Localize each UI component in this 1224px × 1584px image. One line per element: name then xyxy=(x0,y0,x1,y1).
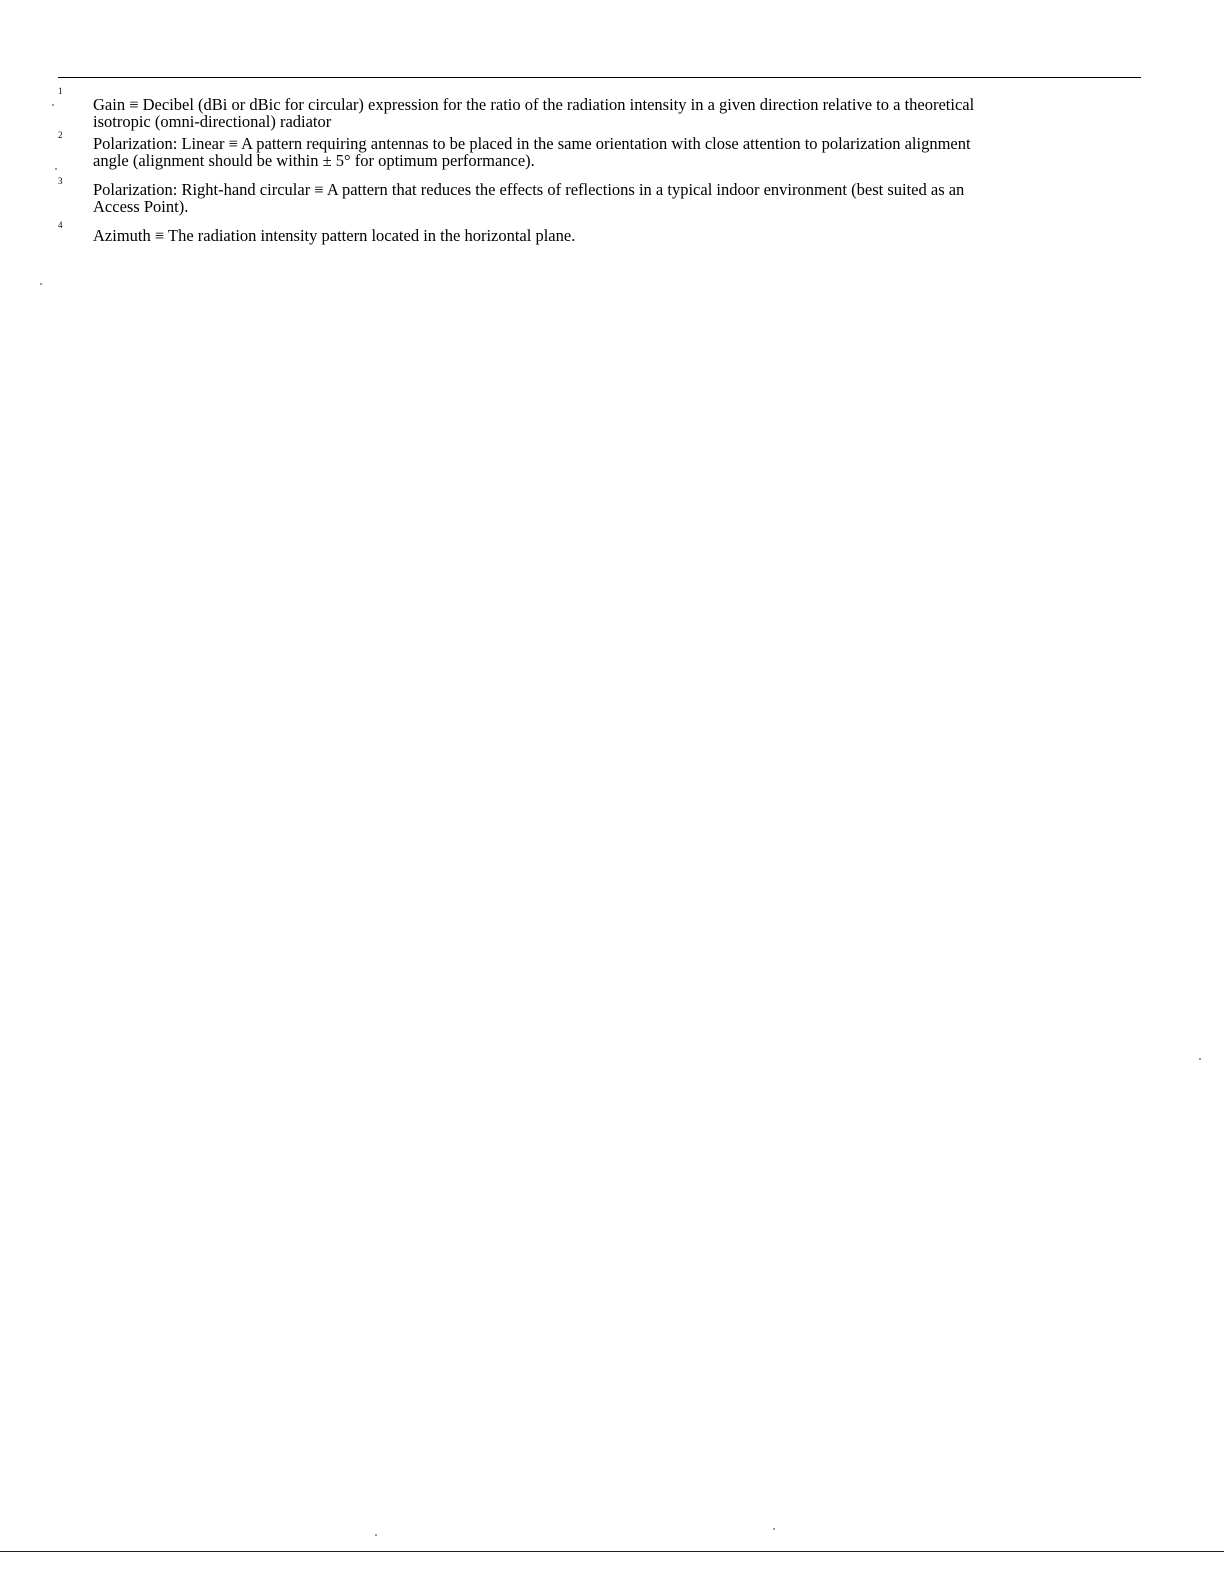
scan-speck xyxy=(40,283,42,285)
scan-speck xyxy=(55,168,57,170)
scan-speck xyxy=(52,104,54,106)
scan-speck xyxy=(375,1534,377,1536)
footnote-text: Polarization: Linear ≡ A pattern requiring antennas to be placed in the same orientation with close attention to polarization alignment angle (alignment should be within ± 5° for optimum performance). xyxy=(93,134,971,170)
footnote-text: Polarization: Right-hand circular ≡ A pattern that reduces the effects of reflections in a typical indoor environment (best suited as an Access Point). xyxy=(93,180,965,216)
footnote-separator-rule xyxy=(58,77,1141,78)
footnote-text: Gain ≡ Decibel (dBi or dBic for circular) expression for the ratio of the radiation intensity in a given direction relative to a theoretical isotropic (omni-directional) radiator xyxy=(93,95,975,131)
footnote-marker: 2 xyxy=(58,130,63,140)
footnote-marker: 1 xyxy=(58,86,63,96)
footnote-marker: 3 xyxy=(58,176,63,186)
scan-speck xyxy=(773,1528,775,1530)
footnote-marker: 4 xyxy=(58,220,63,230)
page-bottom-edge xyxy=(0,1551,1224,1552)
scan-speck xyxy=(1199,1058,1201,1060)
footnote-text: Azimuth ≡ The radiation intensity pattern located in the horizontal plane. xyxy=(93,226,576,245)
